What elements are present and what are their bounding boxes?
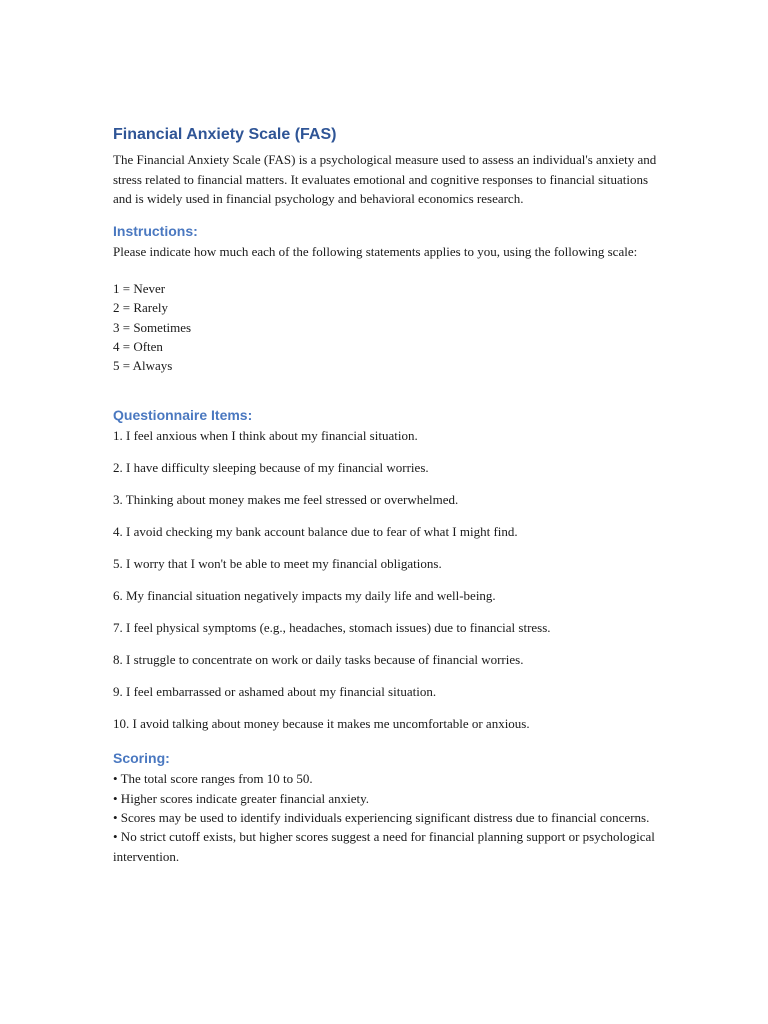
questionnaire-item: 1. I feel anxious when I think about my financial situation. [113,428,418,444]
scoring-point: • Scores may be used to identify individuals experiencing significant distress due to financial concerns. [113,810,650,826]
scale-option: 4 = Often [113,338,163,354]
scoring-point: • No strict cutoff exists, but higher scores suggest a need for financial planning support or psychological intervention. [113,829,655,864]
response-scale-list [113,279,658,375]
questionnaire-item: 9. I feel embarrassed or ashamed about my financial situation. [113,684,437,700]
document-page [113,124,658,866]
questionnaire-item: 6. My financial situation negatively impacts my daily life and well-being. [113,588,496,604]
scoring-list [113,769,658,865]
questionnaire-item: 7. I feel physical symptoms (e.g., headaches, stomach issues) due to financial stress. [113,620,551,636]
scale-option: 1 = Never [113,281,166,296]
instructions-text: Please indicate how much each of the following statements applies to you, using the following scale: [113,243,638,259]
questionnaire-item: 5. I worry that I won't be able to meet my financial obligations. [113,556,442,572]
scoring-point: • The total score ranges from 10 to 50. [113,771,313,787]
scale-option: 2 = Rarely [113,300,168,316]
scoring-point: • Higher scores indicate greater financial anxiety. [113,790,370,806]
questionnaire-item: 4. I avoid checking my bank account balance due to fear of what I might find. [113,524,518,540]
scale-option: 3 = Sometimes [113,319,192,335]
scoring-heading: Scoring: [113,750,170,767]
questionnaire-heading: Questionnaire Items: [113,407,253,424]
scale-option: 5 = Always [113,358,173,374]
instructions-heading: Instructions: [113,222,198,239]
intro-paragraph: The Financial Anxiety Scale (FAS) is a psychological measure used to assess an individual's anxiety and stress related to financial matters. It evaluates emotional and cognitive responses to financial situations and is widely used in financial psychology and behavioral economics research. [113,152,657,206]
questionnaire-item: 3. Thinking about money makes me feel stressed or overwhelmed. [113,492,459,508]
document-title: Financial Anxiety Scale (FAS) [113,126,337,143]
questionnaire-item: 2. I have difficulty sleeping because of my financial worries. [113,460,429,476]
questionnaire-item: 10. I avoid talking about money because it makes me uncomfortable or anxious. [113,716,530,732]
questionnaire-items-list [113,426,658,736]
questionnaire-item: 8. I struggle to concentrate on work or daily tasks because of financial worries. [113,652,524,668]
